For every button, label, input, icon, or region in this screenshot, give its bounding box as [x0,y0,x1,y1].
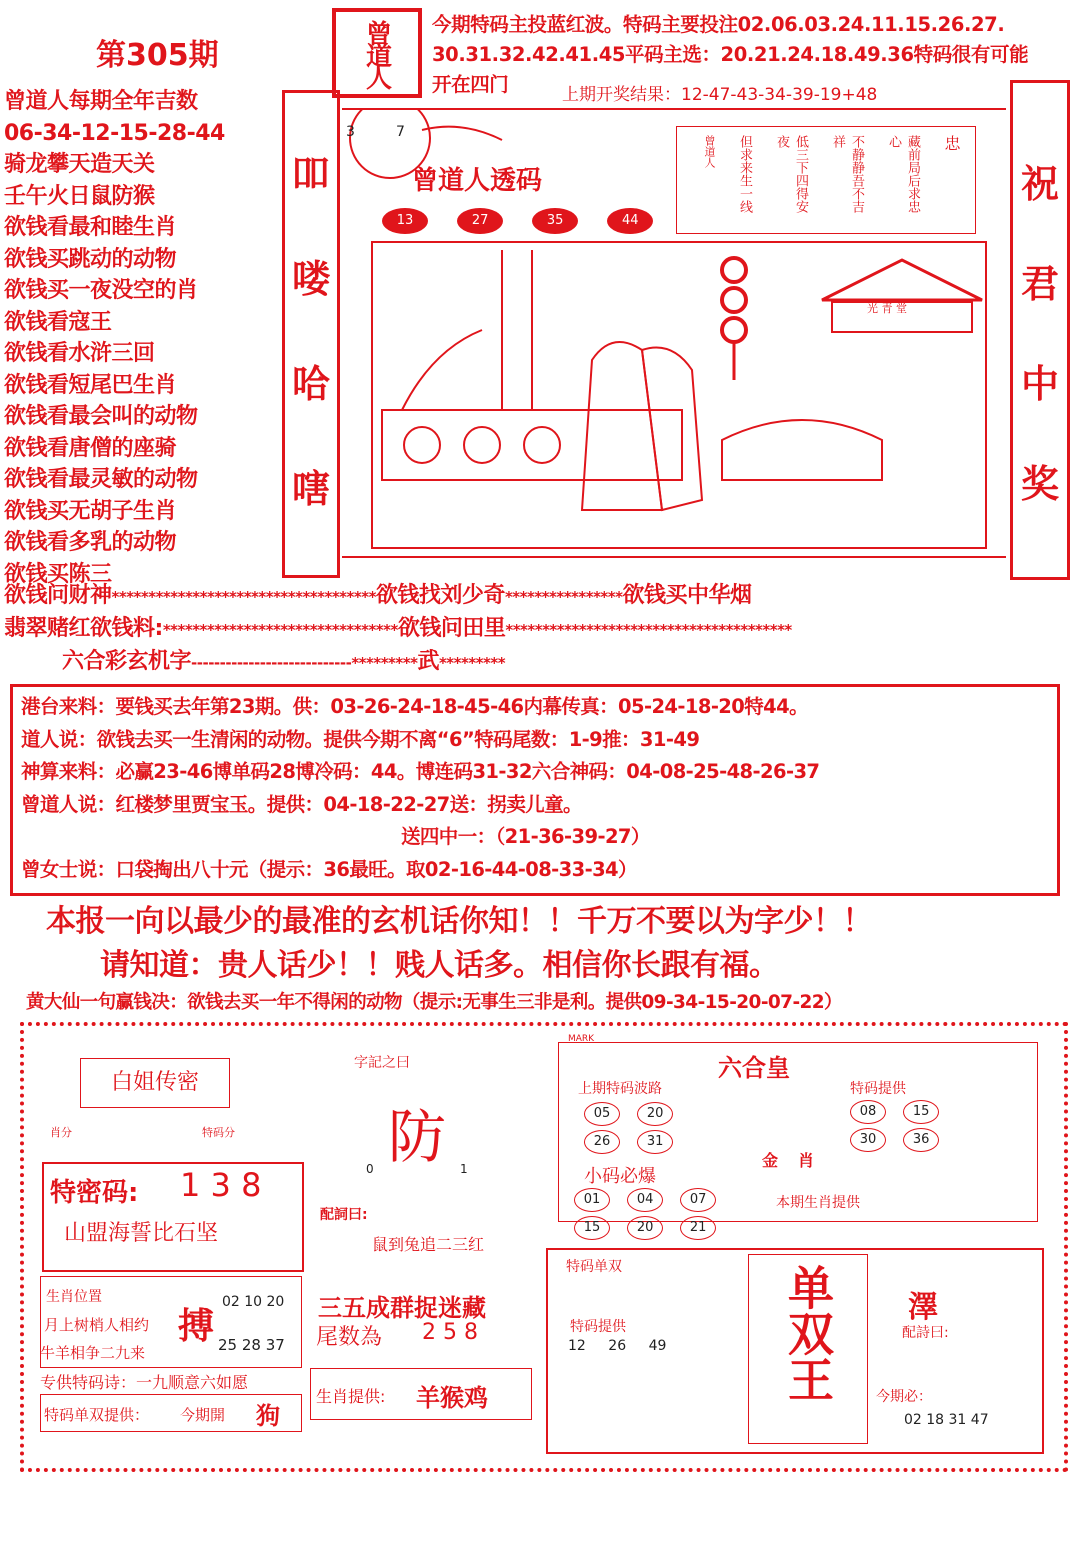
painting-title: 曾道人透码 [412,166,543,196]
nums-a: 05 20 26 31 [578,1100,708,1156]
clue-row: 欲钱问财神************************************欲钱找刘少奇****************欲钱买中华烟 [4,583,752,608]
bottom-mid-panel [310,1036,536,1436]
scroll-char: 奖 [1020,462,1059,506]
clue-row: 翡翠赌红欲钱料:********************************欲钱问田里*************************************** [4,616,792,641]
info-line: 港台来料：要钱买去年第23期。供：03-26-24-18-45-46内幕传真：05-24-18-20特44。 [21,695,808,718]
tema-poem: 山盟海誓比石坚 [64,1221,219,1246]
tip-text: 肖分 [50,1126,72,1139]
dsw-label: 特码单双 [566,1259,622,1275]
tema-tip: 特码提供 [850,1081,906,1097]
notice-line: 30.31.32.42.41.45平码主选：20.21.24.18.49.36特码很有可能 [432,43,1029,66]
left-line: 欲钱买陈三 [4,561,112,587]
tm-poem: 专供特码诗：一九顺意六如愿 [40,1373,249,1392]
scroll-char: 哈 [291,362,330,406]
info-line: 送四中一：（21-36-39-27） [401,825,650,848]
huang-line: 黄大仙一句赢钱决：欲钱去买一年不得闲的动物（提示:无事生三非是利。提供09-34-15-20-07-22） [26,992,842,1013]
scroll-char: 嗐 [291,467,330,511]
bo-nums: 25 28 37 [218,1336,285,1354]
mid-big-char: 防 [388,1103,447,1171]
riddle-label: 配詞曰: [320,1207,368,1223]
clue-row: 六合彩玄机字----------------------------*********武********* [62,649,506,674]
poem-box [676,126,976,234]
poem-col: 但求来生一线 [737,135,752,213]
left-line: 06-34-12-15-28-44 [4,120,225,146]
xiaoma-nums: 01 04 07 15 20 21 [568,1186,748,1242]
pei-label: 配詩曰: [902,1325,949,1341]
poem-col: 不静静吾不吉祥 [830,135,864,213]
mid-side-num: 0 [366,1162,374,1176]
building-sign: 光 青 堂 [867,302,907,315]
riddle: 鼠到兔追二三红 [372,1235,485,1254]
scroll-char: 中 [1020,362,1059,406]
bo-nums: 02 10 20 [222,1294,285,1310]
left-line: 欲钱看短尾巴生肖 [4,372,177,398]
last-bo-label: 上期特码波路 [578,1081,662,1097]
xs-label: 本期生肖提供 [776,1195,860,1211]
poem-col: 曾道人 [703,135,716,168]
moon-number: 3 [346,124,355,140]
logo-text: 曾道人 [361,20,392,86]
slogan-line: 本报一向以最少的最准的玄机话你知！！千万不要以为字少！！ [46,904,872,939]
poem-col: 低三下四得安夜 [774,135,808,213]
scroll-char: 喽 [291,257,330,301]
slogan-line: 请知道：贵人话少！！贱人话多。相信你长跟有福。 [100,948,779,983]
heading-right: 澤 [908,1290,938,1325]
last-result: 上期开奖结果：12-47-43-34-39-19+48 [562,85,878,105]
painting-panel [342,108,1006,558]
left-line: 欲钱看最灵敏的动物 [4,467,198,492]
issue-number: 第305期 [96,38,219,73]
bottom-right-nums: 02 18 31 47 [904,1412,989,1428]
left-line: 欲钱看多乳的动物 [4,530,177,555]
bottom-left-panel [30,1036,310,1436]
moon-number: 7 [396,124,405,140]
info-line: 神算来料：必赢23-46博单码28博冷码：44。博连码31-32六合神码：04-08-25-48-26-37 [21,760,820,783]
dsw-tm-tip: 特码提供 [570,1319,626,1335]
left-line: 欲钱买无胡子生肖 [4,498,177,524]
bottom-right-panel [538,1032,1060,1464]
xiaoma-label: 小码必爆 [584,1166,656,1187]
left-line: 欲钱看最和睦生肖 [4,215,177,240]
tail-label: 尾数為 [316,1325,383,1350]
left-line: 欲钱买跳动的动物 [4,246,177,272]
mid-banner: 三五成群捉迷藏 [318,1294,486,1322]
bo-char: 搏 [178,1306,215,1347]
sx-line: 月上树梢人相约 [44,1316,150,1334]
sx-provide-label: 生肖提供: [316,1387,386,1406]
left-clue-column [4,86,225,590]
nums-b: 08 15 30 36 [844,1098,954,1154]
baijie-title-box: 白姐传密 [80,1058,230,1108]
left-line: 欲钱看寇王 [4,309,112,335]
notice-line: 今期特码主投蓝红波。特码主要投注02.06.03.24.11.15.26.27. [432,13,1005,36]
mid-header: 字記之曰 [354,1055,410,1071]
dsw-title: 单双王 [781,1264,835,1402]
sx-line: 牛羊相争二九来 [40,1344,146,1362]
tip-text: 特码分 [202,1126,235,1139]
left-line: 壬午火日鼠防猴 [4,183,155,209]
jin-char: 金 [762,1151,779,1170]
left-line: 欲钱看最会叫的动物 [4,404,198,429]
tema-value: 1 3 8 [180,1166,262,1204]
scroll-char: 君 [1020,262,1059,306]
left-line: 欲钱看水浒三回 [4,341,155,366]
slogan [46,900,872,988]
ds-label: 特码单双提供： [44,1406,150,1424]
sx-provide-value: 羊猴鸡 [416,1384,488,1412]
scroll-char: 祝 [1020,162,1059,206]
left-line: 欲钱看唐僧的座骑 [4,435,177,461]
lhh-title: 六合皇 [718,1054,790,1082]
tail-nums: 2 5 8 [422,1320,478,1345]
left-line: 曾道人每期全年吉数 [4,89,198,114]
info-line: 曾道人说：红楼梦里贾宝玉。提供：04-18-22-27送：拐卖儿童。 [21,792,582,816]
left-line: 骑龙攀天造天关 [4,152,155,177]
number-ball: 35 [532,208,578,234]
left-scroll [282,90,340,578]
info-line: 道人说：欲钱去买一生清闲的动物。提供今期不离“6”特码尾数：1-9推：31-49 [21,727,700,751]
dsw-tm-nums: 12 26 49 [568,1338,667,1354]
left-line: 欲钱买一夜没空的肖 [4,278,198,303]
number-ball: 44 [607,208,653,234]
scroll-char: 吅 [291,152,330,196]
logo-seal [332,8,422,98]
xiao-char: 肖 [798,1151,815,1170]
jinqi-right: 今期必： [876,1389,932,1405]
sx-label: 生肖位置 [46,1289,102,1305]
clue-rows [4,580,792,679]
notice-line: 开在四门 [432,73,509,96]
jinqi-label: 今期開 [180,1406,226,1424]
mark-text: MARK [568,1034,595,1044]
info-line: 曾女士说：口袋掏出八十元（提示：36最旺。取02-16-44-08-33-34） [21,857,637,881]
info-box [10,684,1060,896]
mid-side-num: 1 [460,1162,468,1176]
painting-balls [382,208,677,234]
tema-label: 特密码: [50,1178,139,1208]
poem-col: 藏前局后求忠心 [886,135,920,213]
ds-animal: 狗 [256,1402,280,1430]
poem-title: 忠 [942,135,961,151]
right-scroll [1010,80,1070,580]
number-ball: 27 [457,208,503,234]
number-ball: 13 [382,208,428,234]
